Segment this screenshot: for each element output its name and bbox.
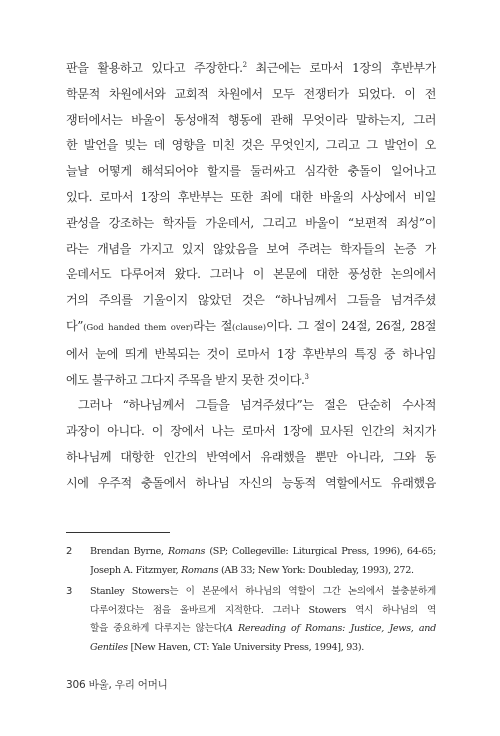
paragraph-2 bbox=[66, 393, 436, 496]
footnote-2: 2 Brendan Byrne, Romans (SP; Collegeville: Liturgical Press, 1996), 64-65; Joseph A. Fitzmyer, Romans (AB 33; New York: Doubleday, 1993), 272. bbox=[66, 543, 436, 580]
text-line: 에서 눈에 띄게 반복되는 것이 로마서 1장 후반부의 특징 중 하나임 bbox=[66, 346, 436, 361]
text-line: 시에 우주적 충돌에서 하나님 자신의 능동적 역할에서도 유래했음 bbox=[66, 475, 436, 490]
text-line: 관성을 강조하는 학자들 가운데서, 그리고 바울이 “보편적 죄성”이 bbox=[66, 215, 436, 230]
footnote-ref-3[interactable]: 3 bbox=[304, 372, 309, 381]
text-line: 하나님께 대항한 인간의 반역에서 유래했을 뿐만 아니라, 그와 동 bbox=[66, 449, 436, 464]
book-title: Gentiles bbox=[90, 641, 128, 653]
text-line: 운데서도 다루어져 왔다. 그러나 이 본문에 대한 풍성한 논의에서 bbox=[66, 267, 436, 282]
text-run: 다” bbox=[66, 318, 84, 333]
running-title: 바울, 우리 어머니 bbox=[88, 679, 168, 691]
page-number: 306 bbox=[66, 679, 86, 691]
paragraph-1 bbox=[66, 56, 436, 393]
book-title: A Rereading of Romans: Justice, Jews, and bbox=[226, 623, 436, 635]
footnotes bbox=[66, 543, 436, 661]
footnote-divider bbox=[66, 532, 170, 533]
text-run: 라는 절 bbox=[193, 318, 233, 333]
text-line: 있다. 로마서 1장의 후반부는 또한 죄에 대한 바울의 사상에서 비일 bbox=[66, 189, 436, 204]
book-title: Romans bbox=[168, 546, 206, 557]
text-line: 그러나 “하나님께서 그들을 넘겨주셨다”는 절은 단순히 수사적 bbox=[78, 398, 436, 413]
text-run: 최근에는 로마서 1장의 후반부가 bbox=[246, 61, 436, 75]
text-run: 판을 활용하고 있다고 주장한다. bbox=[66, 61, 243, 75]
text-line: 쟁터에서는 바울이 동성애적 행동에 관해 무엇이라 말하는지, 그러 bbox=[66, 112, 436, 127]
book-title: Romans bbox=[181, 564, 219, 576]
text-line: 거의 주의를 기울이지 않았던 것은 “하나님께서 그들을 넘겨주셨 bbox=[66, 293, 436, 308]
footnote-line: Stanley Stowers는 이 본문에서 하나님의 역할이 그간 논의에서 불충분하게 bbox=[90, 586, 436, 598]
text-line: 과장이 아니다. 이 장에서 나는 로마서 1장에 묘사된 인간의 처지가 bbox=[66, 424, 436, 439]
footnote-ref-2[interactable]: 2 bbox=[242, 60, 247, 69]
text-run: 이다. 그 절이 24절, 26절, 28절 bbox=[266, 318, 436, 333]
footnote-line: 다루어졌다는 점을 올바르게 지적한다. 그러나 Stowers 역시 하나님의 역 bbox=[90, 604, 436, 616]
text-line: 학문적 차원에서와 교회적 차원에서 모두 전쟁터가 되었다. 이 전 bbox=[66, 86, 436, 101]
page-footer bbox=[66, 677, 168, 692]
english-gloss: (God handed them over) bbox=[83, 322, 194, 333]
text-line: 한 발언을 빚는 데 영향을 미친 것은 무엇인지, 그리고 그 발언이 오 bbox=[66, 138, 436, 153]
text-line: 늘날 어떻게 해석되어야 할지를 둘러싸고 심각한 충돌이 일어나고 bbox=[66, 164, 436, 179]
footnote-3: 3 Stanley Stowers는 이 본문에서 하나님의 역할이 그간 논의에서 불충분하게 다루어졌다는 점을 올바르게 지적한다. 그러나 Stowers 역시 하나님의 역 할을 중요하게 다루지는 않는다(A Rereading of Romans: Justice, Jews, and Gentiles [New Haven, CT: Yale University Press, 1994], 93). bbox=[66, 583, 436, 657]
text-run: 에도 불구하고 그다지 주목을 받지 못한 것이다. bbox=[66, 372, 305, 387]
footnote-number: 2 bbox=[66, 546, 73, 557]
main-text bbox=[66, 56, 436, 497]
footnote-number: 3 bbox=[66, 586, 73, 598]
text-line: 라는 개념을 가지고 있지 않았음을 보여 주려는 학자들의 논증 가 bbox=[66, 241, 436, 256]
english-gloss: (clause) bbox=[232, 322, 267, 333]
